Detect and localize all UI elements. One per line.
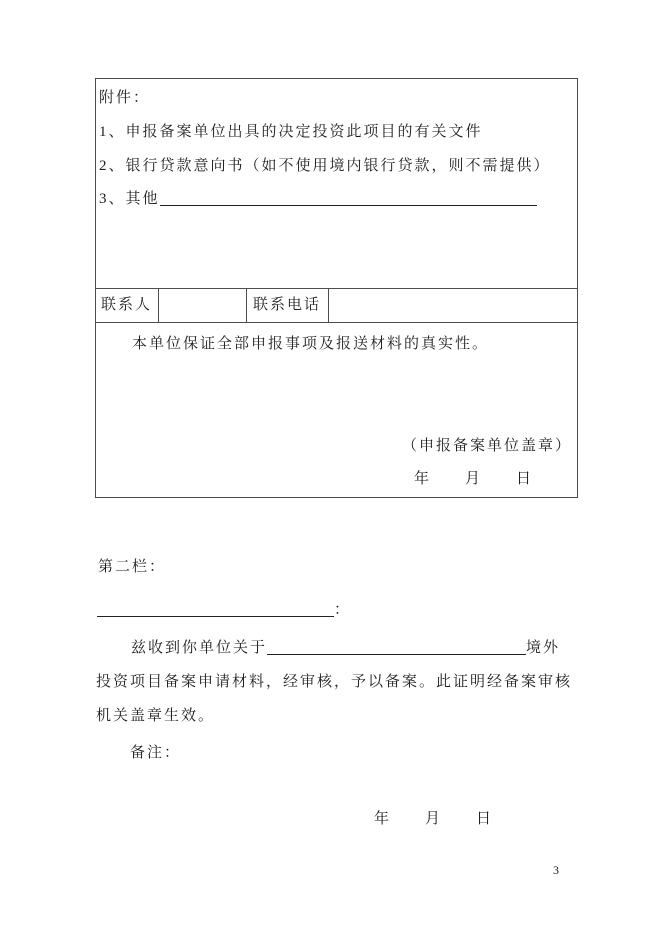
addressee-colon: ： [334,602,352,618]
section2-addressee-line [97,601,351,619]
body-suffix: 境外 [526,640,561,656]
contact-row [95,288,578,323]
attachments-heading: 附件： [99,90,151,106]
box-date-line: 年 月 日 [413,471,533,487]
guarantee-statement: 本单位保证全部申报事项及报送材料的真实性。 [132,336,490,352]
section2-date-line: 年 月 日 [374,811,494,827]
attachment-item-3 [99,190,537,208]
contact-phone-label: 联系电话 [247,289,329,322]
page-number: 3 [553,863,559,877]
attachment-item-3-label: 3、其他 [99,191,160,207]
section2-body-line-3: 机关盖章生效。 [96,708,216,724]
other-attachment-field[interactable] [160,191,537,206]
attachment-item-2: 2、银行贷款意向书（如不使用境内银行贷款，则不需提供） [99,158,551,174]
body-prefix: 兹收到你单位关于 [131,640,268,656]
attachment-item-1: 1、申报备案单位出具的决定投资此项目的有关文件 [99,124,483,140]
section2-heading: 第二栏： [98,559,167,575]
project-name-field[interactable] [267,640,526,655]
remark-label: 备注： [130,745,182,761]
addressee-field[interactable] [97,602,334,617]
attachment-form-box [95,78,578,498]
contact-phone-field[interactable] [329,289,578,322]
stamp-note: （申报备案单位盖章） [401,438,572,454]
section2-body-line-2: 投资项目备案申请材料，经审核，予以备案。此证明经备案审核 [96,674,573,690]
contact-person-field[interactable] [159,289,247,322]
section2-body-line-1 [131,639,560,657]
contact-person-label: 联系人 [95,289,159,322]
